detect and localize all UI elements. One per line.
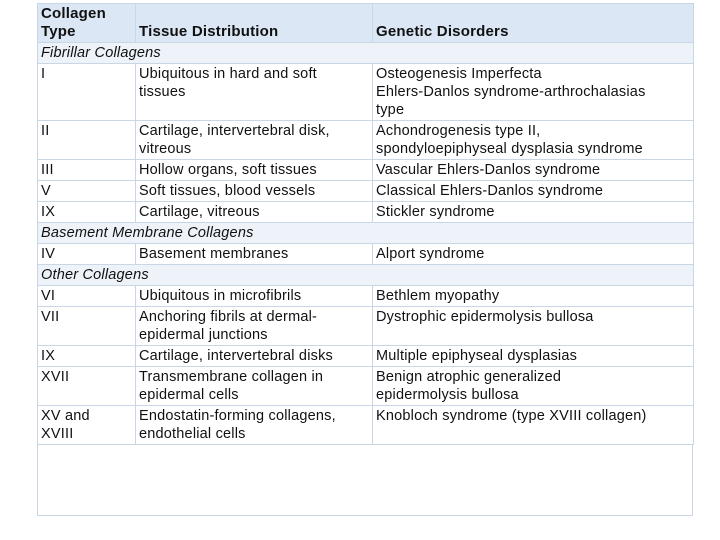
cell-genetic-disorders [373,346,694,367]
cell-text: VI [41,288,56,304]
cell-text: epidermal cells [139,387,239,403]
cell-text: III [41,162,54,178]
cell-collagen-type [38,244,136,265]
table-row [38,244,694,265]
cell-text: Knobloch syndrome (type XVIII collagen) [376,408,647,424]
cell-text: XV and [41,408,90,424]
header-genetic-disorders [373,4,694,43]
cell-collagen-type [38,181,136,202]
cell-text: V [41,183,51,199]
cell-collagen-type [38,202,136,223]
cell-collagen-type [38,307,136,346]
cell-text: Endostatin-forming collagens, [139,408,336,424]
section-row [38,265,694,286]
table-row [38,367,694,406]
cell-text: Dystrophic epidermolysis bullosa [376,309,594,325]
cell-collagen-type [38,346,136,367]
section-label: Other Collagens [38,265,694,286]
cell-text: Benign atrophic generalized [376,369,562,385]
table-row [38,346,694,367]
cell-text: Achondrogenesis type II, [376,123,541,139]
cell-genetic-disorders [373,181,694,202]
section-row [38,43,694,64]
table-header [38,4,694,43]
cell-text: Osteogenesis Imperfecta [376,66,542,82]
collagen-table [37,3,694,445]
cell-collagen-type [38,367,136,406]
cell-text: Transmembrane collagen in [139,369,324,385]
table-row [38,406,694,445]
cell-genetic-disorders [373,406,694,445]
cell-text: epidermolysis bullosa [376,387,519,403]
cell-text: Anchoring fibrils at dermal- [139,309,318,325]
cell-genetic-disorders [373,244,694,265]
cell-text: Alport syndrome [376,246,485,262]
cell-text: Ubiquitous in microfibrils [139,288,302,304]
cell-text: endothelial cells [139,426,246,442]
cell-genetic-disorders [373,160,694,181]
cell-genetic-disorders [373,64,694,121]
cell-text: Ehlers-Danlos syndrome-arthrochalasias [376,84,646,100]
header-text: Tissue Distribution [139,23,279,40]
table-row [38,64,694,121]
cell-text: epidermal junctions [139,327,268,343]
cell-tissue-distribution [136,202,373,223]
cell-text: II [41,123,50,139]
cell-tissue-distribution [136,346,373,367]
section-row [38,223,694,244]
cell-text: XVIII [41,426,74,442]
cell-text: VII [41,309,60,325]
header-text: Type [41,23,76,40]
cell-tissue-distribution [136,307,373,346]
cell-text: IX [41,348,56,364]
cell-collagen-type [38,160,136,181]
header-text: Collagen [41,5,106,22]
table-row [38,121,694,160]
cell-text: Stickler syndrome [376,204,495,220]
table-body [38,43,694,445]
cell-tissue-distribution [136,64,373,121]
cell-text: spondyloepiphyseal dysplasia syndrome [376,141,643,157]
cell-text: Classical Ehlers-Danlos syndrome [376,183,604,199]
header-tissue-distribution [136,4,373,43]
cell-genetic-disorders [373,202,694,223]
section-label: Fibrillar Collagens [38,43,694,64]
cell-text: Cartilage, intervertebral disks [139,348,333,364]
cell-tissue-distribution [136,286,373,307]
cell-tissue-distribution [136,121,373,160]
table-row [38,202,694,223]
cell-collagen-type [38,121,136,160]
cell-tissue-distribution [136,367,373,406]
header-text: Genetic Disorders [376,23,509,40]
cell-text: Hollow organs, soft tissues [139,162,317,178]
cell-tissue-distribution [136,181,373,202]
cell-genetic-disorders [373,286,694,307]
cell-text: Basement membranes [139,246,289,262]
cell-text: type [376,102,405,118]
cell-collagen-type [38,64,136,121]
cell-tissue-distribution [136,406,373,445]
cell-text: I [41,66,46,82]
cell-text: vitreous [139,141,192,157]
cell-text: XVII [41,369,70,385]
header-collagen-type [38,4,136,43]
cell-tissue-distribution [136,244,373,265]
cell-text: Soft tissues, blood vessels [139,183,316,199]
table-row [38,181,694,202]
table-row [38,160,694,181]
cell-genetic-disorders [373,121,694,160]
cell-text: tissues [139,84,186,100]
cell-genetic-disorders [373,367,694,406]
header-row [38,4,694,43]
cell-text: Vascular Ehlers-Danlos syndrome [376,162,601,178]
section-label: Basement Membrane Collagens [38,223,694,244]
cell-text: IX [41,204,56,220]
cell-collagen-type [38,406,136,445]
cell-text: Multiple epiphyseal dysplasias [376,348,578,364]
cell-collagen-type [38,286,136,307]
cell-text: IV [41,246,56,262]
cell-genetic-disorders [373,307,694,346]
cell-text: Ubiquitous in hard and soft [139,66,317,82]
table-row [38,307,694,346]
cell-text: Cartilage, vitreous [139,204,260,220]
cell-tissue-distribution [136,160,373,181]
cell-text: Cartilage, intervertebral disk, [139,123,330,139]
table-row [38,286,694,307]
cell-text: Bethlem myopathy [376,288,500,304]
